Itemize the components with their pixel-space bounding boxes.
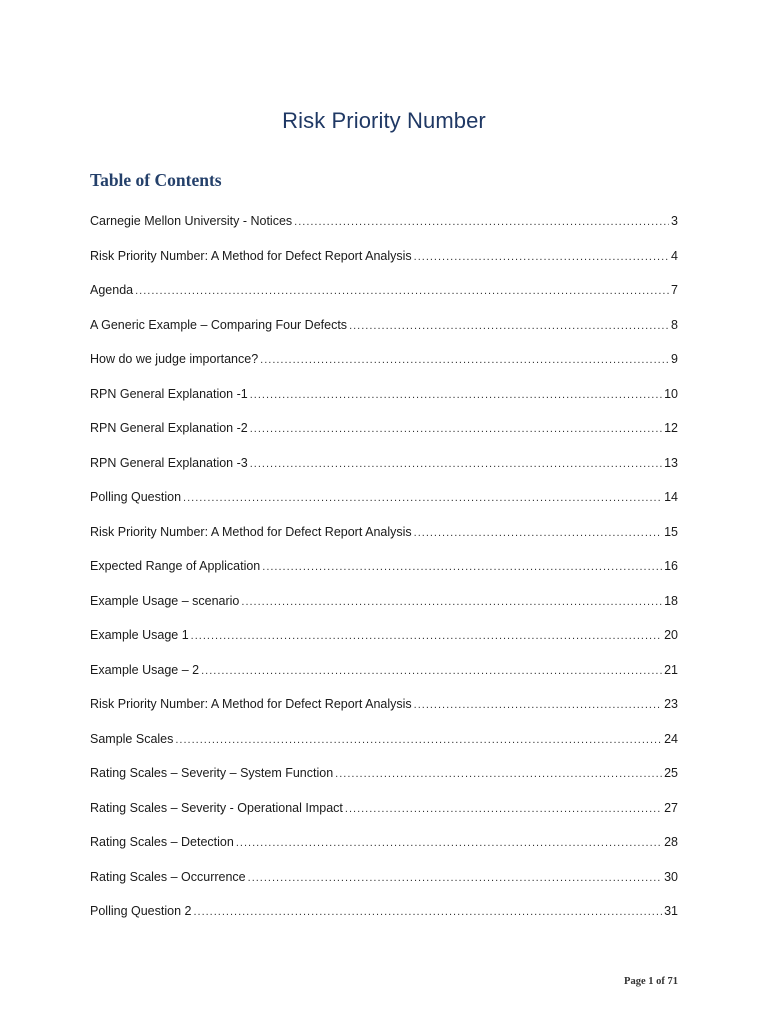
toc-entry-title: Rating Scales – Severity - Operational Impact: [90, 800, 343, 815]
toc-entry-page: 14: [664, 490, 678, 504]
toc-entry-page: 25: [664, 766, 678, 780]
toc-dot-leader: [414, 522, 662, 544]
toc-entry-page: 3: [671, 214, 678, 228]
toc-dot-leader: [248, 867, 662, 889]
toc-entry-title: A Generic Example – Comparing Four Defects: [90, 317, 348, 332]
table-of-contents: [90, 210, 678, 935]
toc-entry-page: 20: [664, 628, 678, 642]
toc-dot-leader: [183, 487, 662, 509]
toc-dot-leader: [345, 798, 662, 820]
toc-entry-title: Risk Priority Number: A Method for Defect Report Analysis: [90, 524, 412, 539]
toc-dot-leader: [414, 694, 662, 716]
toc-dot-leader: [349, 315, 669, 337]
toc-dot-leader: [191, 625, 662, 647]
toc-entry-page: 15: [664, 524, 678, 539]
toc-entry-page: 12: [664, 421, 678, 435]
toc-entry-title: Rating Scales – Severity – System Function: [90, 766, 334, 780]
toc-entry[interactable]: [90, 659, 678, 694]
toc-entry[interactable]: [90, 417, 678, 452]
toc-dot-leader: [175, 729, 662, 751]
toc-entry-page: 16: [664, 559, 678, 573]
toc-dot-leader: [250, 384, 662, 406]
toc-entry-page: 18: [664, 593, 678, 608]
toc-entry[interactable]: [90, 831, 678, 866]
toc-entry-title: Risk Priority Number: A Method for Defect Report Analysis: [90, 248, 412, 263]
toc-dot-leader: [236, 832, 662, 854]
toc-entry-title: RPN General Explanation -2: [90, 421, 248, 435]
toc-dot-leader: [241, 591, 662, 613]
toc-entry-title: RPN General Explanation -1: [90, 386, 248, 401]
toc-entry-title: Example Usage – 2: [90, 662, 200, 677]
toc-entry-title: Agenda: [90, 283, 134, 297]
toc-dot-leader: [250, 418, 662, 440]
toc-dot-leader: [335, 763, 662, 785]
toc-entry-page: 13: [664, 455, 678, 470]
document-title: Risk Priority Number: [282, 108, 486, 133]
toc-dot-leader: [262, 556, 662, 578]
toc-entry-title: Example Usage – scenario: [90, 593, 240, 608]
toc-entry[interactable]: [90, 797, 678, 832]
toc-entry[interactable]: [90, 762, 678, 797]
toc-entry-title: Polling Question 2: [90, 904, 192, 918]
toc-dot-leader: [250, 453, 662, 475]
toc-entry[interactable]: [90, 693, 678, 728]
toc-entry-page: 21: [664, 662, 678, 677]
toc-entry-title: Rating Scales – Detection: [90, 835, 234, 849]
toc-entry[interactable]: [90, 555, 678, 590]
toc-entry[interactable]: [90, 452, 678, 487]
toc-entry[interactable]: [90, 728, 678, 763]
toc-entry-title: Polling Question: [90, 490, 182, 504]
toc-entry-page: 10: [664, 386, 678, 401]
toc-dot-leader: [294, 211, 669, 233]
toc-entry-page: 23: [664, 697, 678, 711]
toc-entry[interactable]: [90, 486, 678, 521]
toc-entry[interactable]: [90, 521, 678, 556]
toc-entry[interactable]: [90, 624, 678, 659]
toc-entry-page: 4: [671, 248, 678, 263]
toc-entry[interactable]: [90, 210, 678, 245]
toc-entry-page: 8: [671, 317, 678, 332]
toc-entry-title: Carnegie Mellon University - Notices: [90, 214, 293, 228]
toc-entry-page: 7: [671, 283, 678, 297]
page-number-footer: Page 1 of 71: [624, 976, 678, 987]
toc-entry-title: Expected Range of Application: [90, 559, 261, 573]
toc-dot-leader: [260, 349, 669, 371]
toc-entry-page: 24: [664, 731, 678, 746]
toc-entry-page: 30: [664, 869, 678, 884]
toc-entry[interactable]: [90, 279, 678, 314]
toc-entry-title: How do we judge importance?: [90, 352, 259, 366]
toc-entry-title: Risk Priority Number: A Method for Defect Report Analysis: [90, 697, 412, 711]
toc-entry-page: 9: [671, 352, 678, 366]
toc-entry[interactable]: [90, 245, 678, 280]
toc-entry-page: 27: [664, 800, 678, 815]
toc-entry-title: Rating Scales – Occurrence: [90, 869, 246, 884]
toc-entry[interactable]: [90, 900, 678, 935]
toc-entry-title: RPN General Explanation -3: [90, 455, 248, 470]
toc-entry-page: 31: [664, 904, 678, 918]
toc-entry[interactable]: [90, 348, 678, 383]
toc-entry-title: Sample Scales: [90, 731, 174, 746]
toc-entry[interactable]: [90, 383, 678, 418]
toc-dot-leader: [414, 246, 669, 268]
toc-entry[interactable]: [90, 866, 678, 901]
toc-dot-leader: [201, 660, 662, 682]
toc-heading: Table of Contents: [90, 170, 222, 190]
toc-entry[interactable]: [90, 590, 678, 625]
toc-dot-leader: [193, 901, 662, 923]
toc-entry-title: Example Usage 1: [90, 628, 189, 642]
toc-entry[interactable]: [90, 314, 678, 349]
toc-dot-leader: [135, 280, 669, 302]
toc-entry-page: 28: [664, 835, 678, 849]
